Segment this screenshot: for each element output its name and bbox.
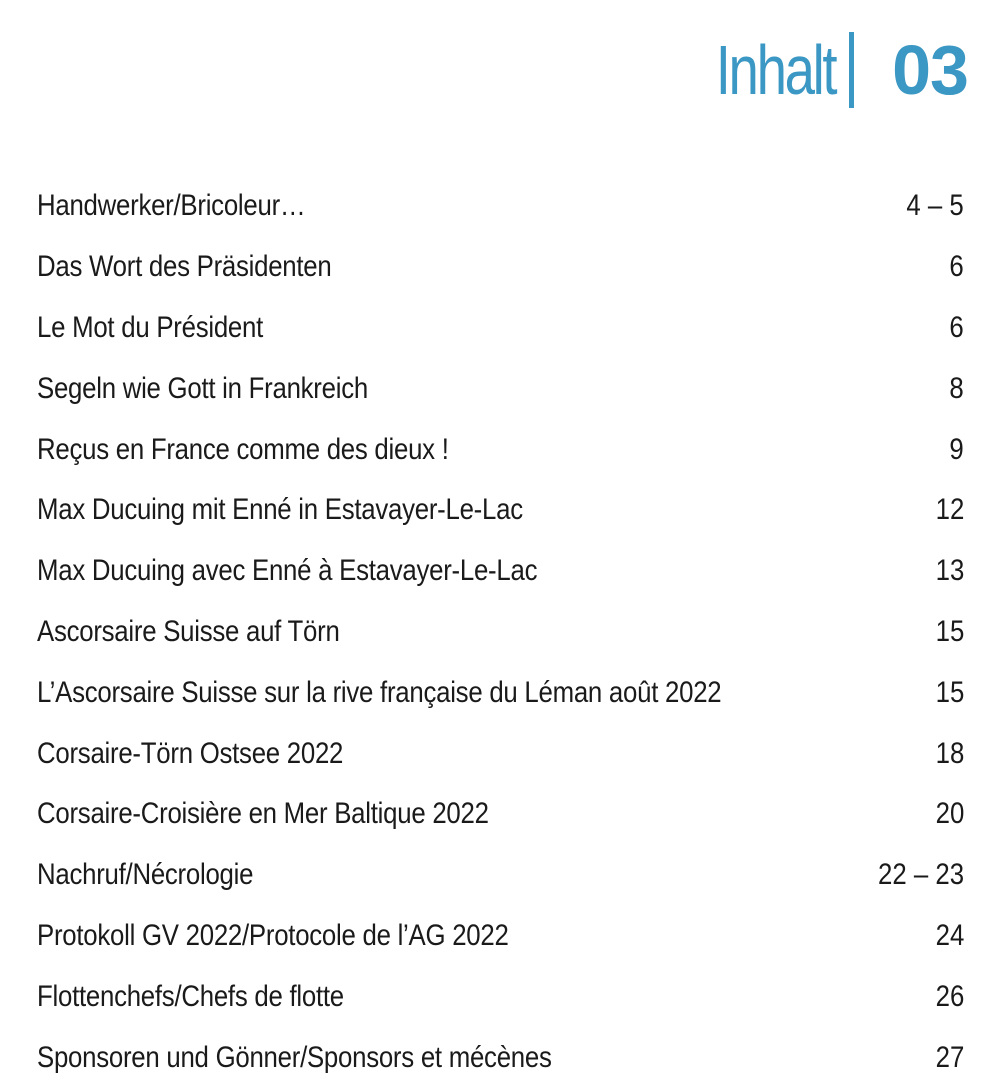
toc-entry[interactable] [37,602,964,663]
toc-entry-title: Corsaire-Croisière en Mer Baltique 2022 [37,797,489,831]
toc-entry[interactable] [37,237,964,298]
toc-entry[interactable] [37,906,964,967]
toc-entry[interactable] [37,176,964,237]
toc-entry-title: Flottenchefs/Chefs de flotte [37,979,344,1013]
toc-entry-title: Ascorsaire Suisse auf Törn [37,614,340,648]
page-header [682,28,968,112]
toc-entry-title: Handwerker/Bricoleur… [37,189,306,223]
toc-entry-title: Corsaire-Törn Ostsee 2022 [37,736,344,770]
toc-entry-title: Reçus en France comme des dieux ! [37,432,449,466]
toc-entry-page: 6 [949,250,964,284]
toc-entry-page: 18 [935,736,964,770]
toc-entry-title: L’Ascorsaire Suisse sur la rive française du Léman août 2022 [37,675,722,709]
toc-entry-page: 24 [935,918,964,952]
toc-entry-page: 8 [949,371,964,405]
toc-entry-title: Max Ducuing mit Enné in Estavayer-Le-Lac [37,493,523,527]
toc-entry[interactable] [37,723,964,784]
toc-entry-title: Le Mot du Président [37,310,264,344]
header-divider [849,32,854,108]
table-of-contents [37,176,964,1088]
toc-entry-title: Das Wort des Präsidenten [37,250,332,284]
toc-entry-page: 13 [935,554,964,588]
toc-entry-page: 20 [935,797,964,831]
section-title: Inhalt [715,31,836,109]
toc-entry-title: Segeln wie Gott in Frankreich [37,371,368,405]
toc-entry[interactable] [37,419,964,480]
toc-entry-page: 15 [935,614,964,648]
toc-entry[interactable] [37,966,964,1027]
toc-entry-title: Sponsoren und Gönner/Sponsors et mécènes [37,1040,552,1074]
toc-entry[interactable] [37,845,964,906]
toc-entry-page: 12 [935,493,964,527]
page-number: 03 [892,31,968,109]
toc-entry[interactable] [37,298,964,359]
toc-entry[interactable] [37,1027,964,1088]
toc-entry-page: 26 [935,979,964,1013]
toc-entry[interactable] [37,662,964,723]
toc-entry[interactable] [37,541,964,602]
toc-entry[interactable] [37,784,964,845]
toc-entry-page: 4 – 5 [906,189,964,223]
toc-entry-page: 15 [935,675,964,709]
toc-entry-page: 22 – 23 [877,858,964,892]
toc-entry-page: 6 [949,310,964,344]
toc-entry-title: Protokoll GV 2022/Protocole de l’AG 2022 [37,918,509,952]
toc-entry-page: 9 [949,432,964,466]
toc-entry-page: 27 [935,1040,964,1074]
toc-entry[interactable] [37,480,964,541]
toc-entry[interactable] [37,358,964,419]
toc-entry-title: Max Ducuing avec Enné à Estavayer-Le-Lac [37,554,538,588]
toc-entry-title: Nachruf/Nécrologie [37,858,254,892]
